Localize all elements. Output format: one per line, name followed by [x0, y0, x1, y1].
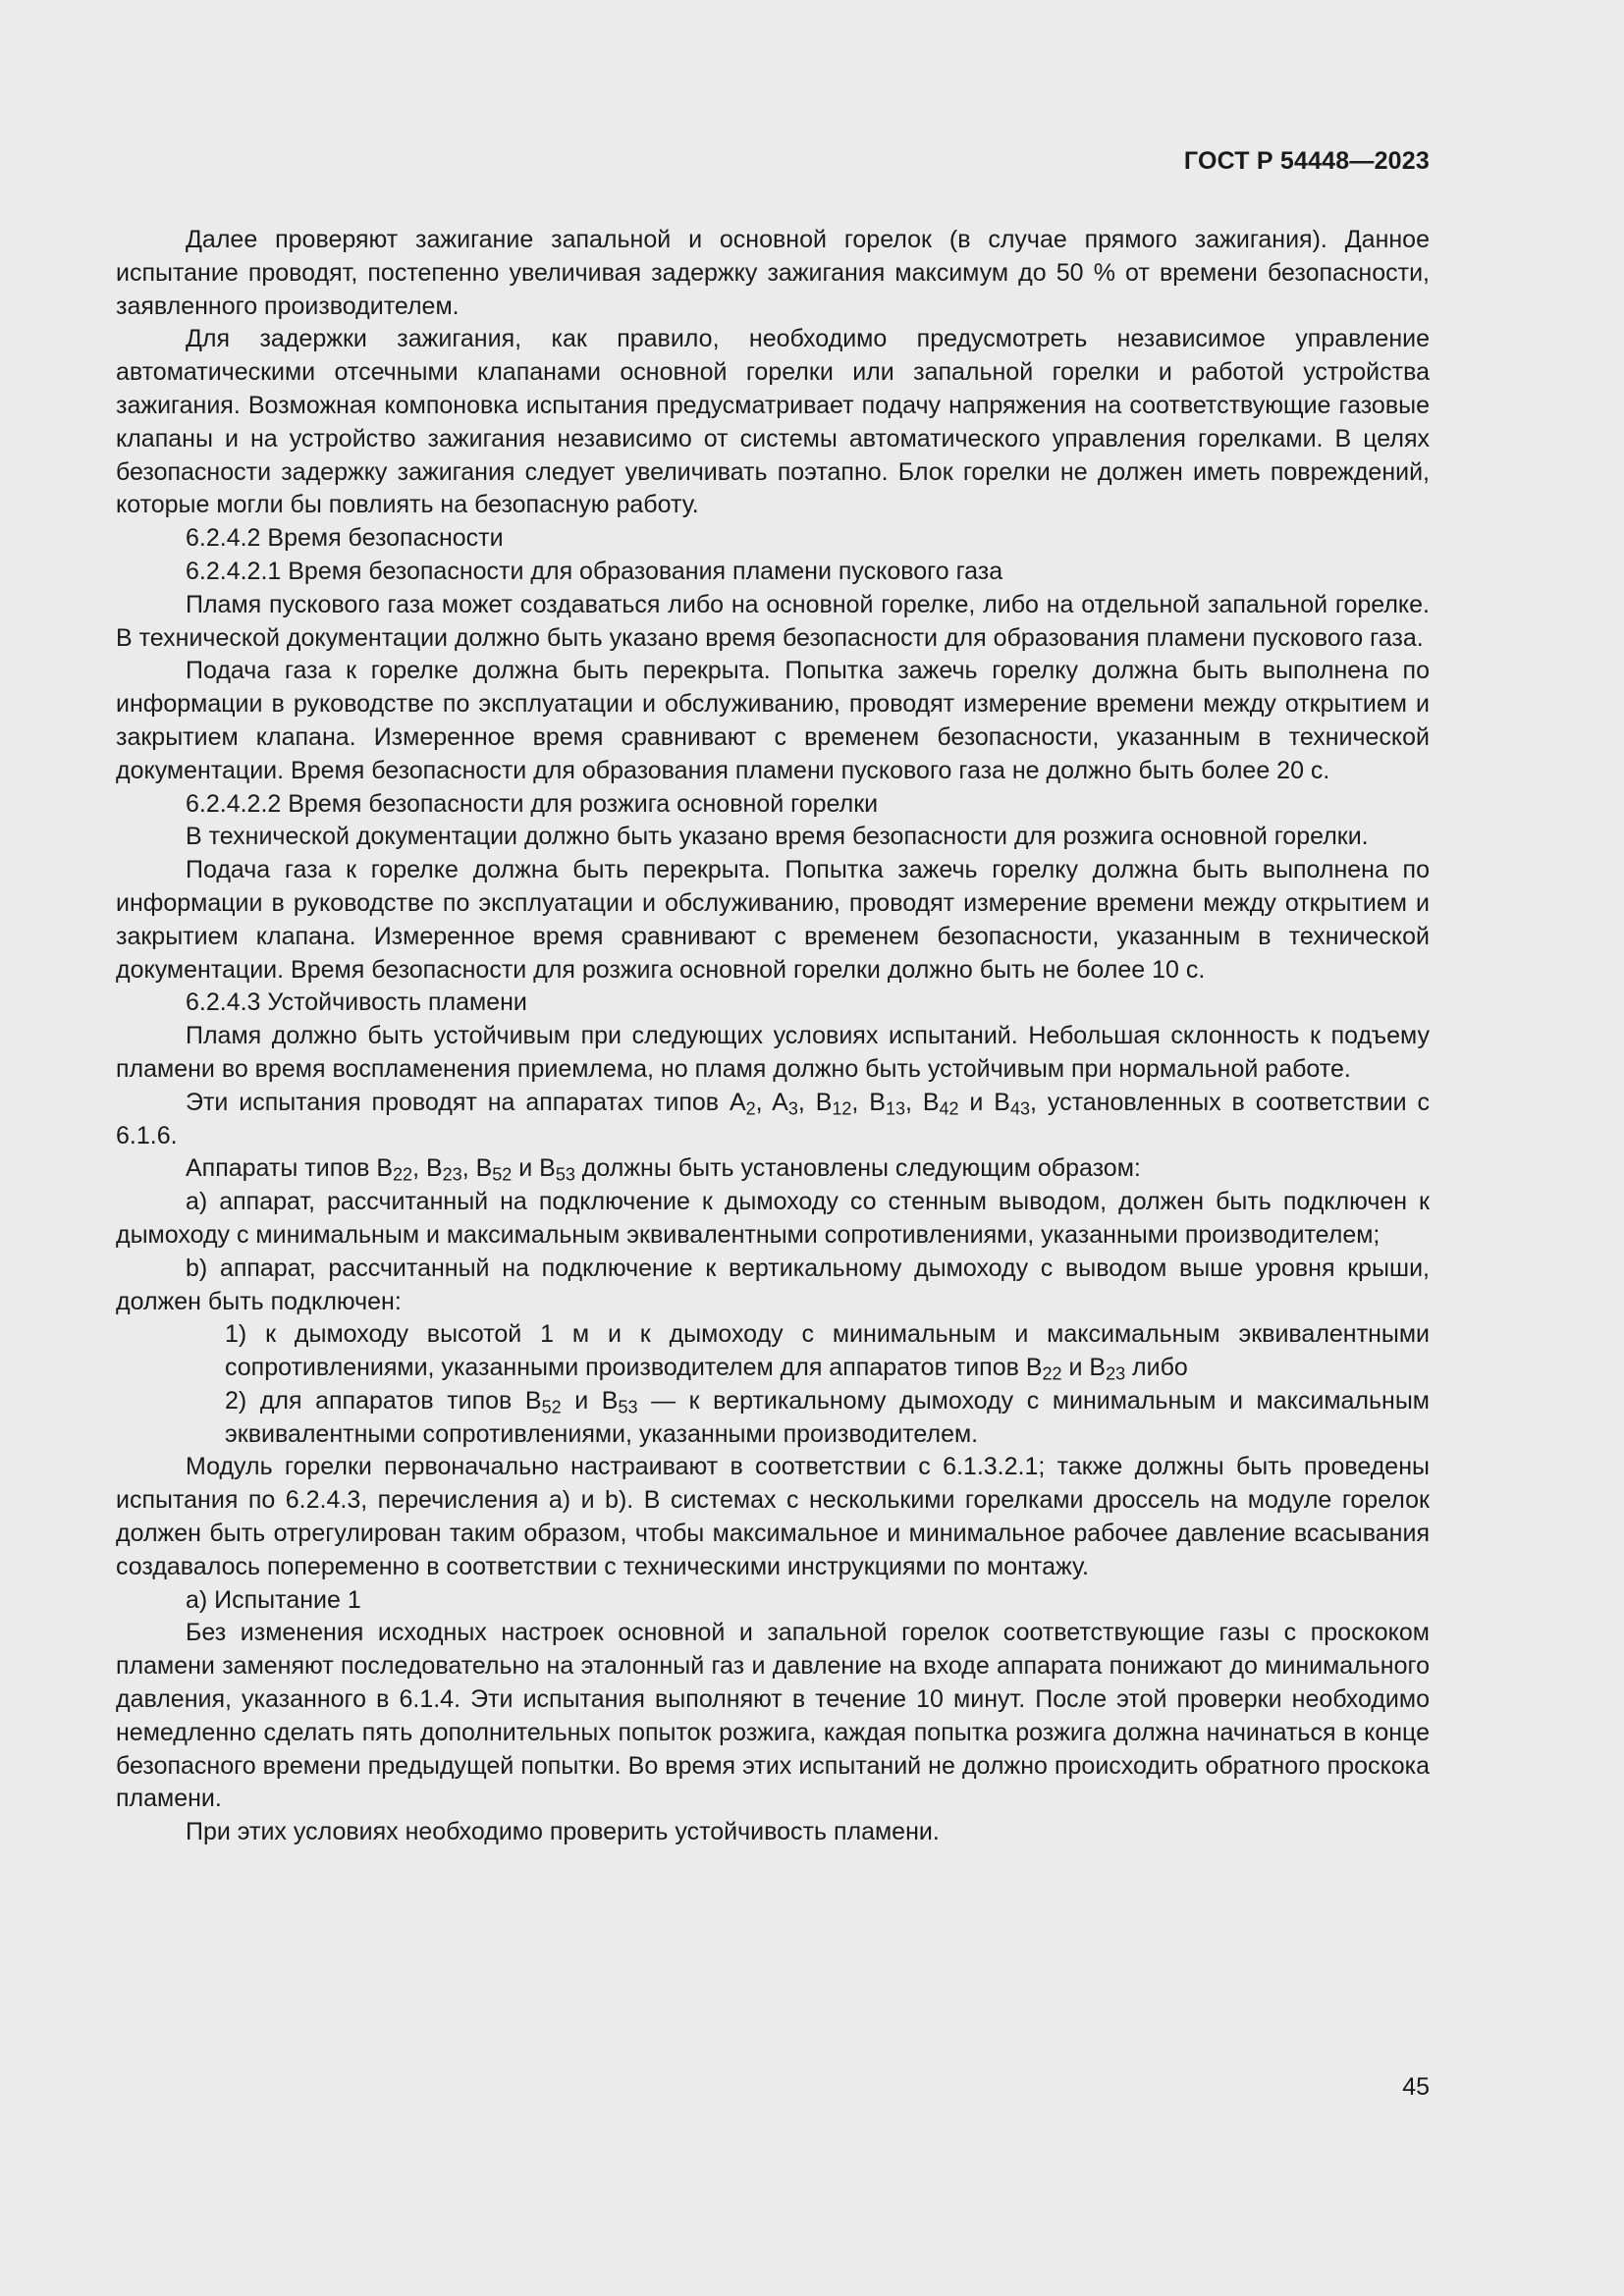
paragraph-appliance-types: Эти испытания проводят на аппаратах типов $A_2$, $A_3$, $B_{12}$, $B_{13}$, $B_{42}$ и $B_{43}$, установленных в соответствии с 6.1.6. [116, 1088, 1431, 1149]
list-item-a: a) аппарат, рассчитанный на подключение к дымоходу со стенным выводом, должен быть подключен к дымоходу с минимальным и максимальным эквивалентными сопротивлениями, указанными производителем; [116, 1188, 1430, 1249]
paragraph: Для задержки зажигания, как правило, необходимо предусмотреть независимое управление автоматическими отсечными клапанами основной горелки или запальной горелки и работой устройства зажигания. Возможная компоновка испытания предусматривает подачу напряжения на соответствующие газовые клапаны и на устройство зажигания независимо от системы автоматического управления горелками. В целях безопасности задержку зажигания следует увеличивать поэтапно. Блок горелки не должен иметь повреждений, которые могли бы повлиять на безопасную работу. [116, 325, 1430, 519]
test-1-heading: a) Испытание 1 [186, 1585, 361, 1614]
standard-designation: ГОСТ Р 54448—2023 [1183, 147, 1430, 175]
paragraph: Подача газа к горелке должна быть перекрыта. Попытка зажечь горелку должна быть выполнена по информации в руководстве по эксплуатации и обслуживанию, проводят измерение времени между открытием и закрытием клапана. Измеренное время сравнивают с временем безопасности, указанным в технической документации. Время безопасности для образования пламени пускового газа не должно быть более 20 с. [116, 657, 1430, 784]
paragraph-installation: Аппараты типов $B_{22}$, $B_{23}$, $B_{52}$ и $B_{53}$ должны быть установлены следующим образом: [186, 1154, 1141, 1185]
list-item-b-2: 2) для аппаратов типов $B_{52}$ и $B_{53}$ — к вертикальному дымоходу с минимальным и максимальным эквивалентными сопротивлениями, указанными производителем. [225, 1386, 1430, 1448]
document-body [116, 224, 1430, 1849]
page-number: 45 [1402, 2073, 1430, 2101]
section-heading-6-2-4-2-1: 6.2.4.2.1 Время безопасности для образования пламени пускового газа [186, 557, 1003, 585]
paragraph: Далее проверяют зажигание запальной и основной горелок (в случае прямого зажигания). Данное испытание проводят, постепенно увеличивая задержку зажигания максимум до 50 % от времени безопасности, заявленного производителем. [116, 226, 1430, 320]
section-heading-6-2-4-2-2: 6.2.4.2.2 Время безопасности для розжига основной горелки [186, 789, 879, 818]
list-item-b: b) аппарат, рассчитанный на подключение к вертикальному дымоходу с выводом выше уровня крыши, должен быть подключен: [116, 1254, 1430, 1315]
paragraph: Пламя пускового газа может создаваться либо на основной горелке, либо на отдельной запальной горелке. В технической документации должно быть указано время безопасности для образования пламени пускового газа. [116, 590, 1430, 652]
paragraph: Подача газа к горелке должна быть перекрыта. Попытка зажечь горелку должна быть выполнена по информации в руководстве по эксплуатации и обслуживанию, проводят измерение времени между открытием и закрытием клапана. Измеренное время сравнивают с временем безопасности, указанным в технической документации. Время безопасности для розжига основной горелки должно быть не более 10 с. [116, 856, 1430, 984]
list-item-b-1: 1) к дымоходу высотой 1 м и к дымоходу с минимальным и максимальным эквивалентными сопротивлениями, указанными производителем для аппаратов типов $B_{22}$ и $B_{23}$ либо [225, 1320, 1430, 1384]
paragraph: Без изменения исходных настроек основной и запальной горелок соответствующие газы с проскоком пламени заменяют последовательно на эталонный газ и давление на входе аппарата понижают до минимального давления, указанного в 6.1.4. Эти испытания выполняют в течение 10 минут. После этой проверки необходимо немедленно сделать пять дополнительных попыток розжига, каждая попытка розжига должна начинаться в конце безопасного времени предыдущей попытки. Во время этих испытаний не должно происходить обратного проскока пламени. [116, 1619, 1430, 1813]
paragraph: При этих условиях необходимо проверить устойчивость пламени. [186, 1818, 940, 1846]
section-heading-6-2-4-3: 6.2.4.3 Устойчивость пламени [186, 988, 527, 1017]
paragraph: Пламя должно быть устойчивым при следующих условиях испытаний. Небольшая склонность к подъему пламени во время воспламенения приемлема, но пламя должно быть устойчивым при нормальной работе. [116, 1022, 1430, 1083]
section-heading-6-2-4-2: 6.2.4.2 Время безопасности [186, 524, 504, 553]
paragraph: В технической документации должно быть указано время безопасности для розжига основной горелки. [186, 823, 1369, 851]
paragraph: Модуль горелки первоначально настраивают в соответствии с 6.1.3.2.1; также должны быть проведены испытания по 6.2.4.3, перечисления a) и b). В системах с несколькими горелками дроссель на модуле горелок должен быть отрегулирован таким образом, чтобы максимальное и минимальное рабочее давление всасывания создавалось попеременно в соответствии с техническими инструкциями по монтажу. [116, 1453, 1430, 1580]
